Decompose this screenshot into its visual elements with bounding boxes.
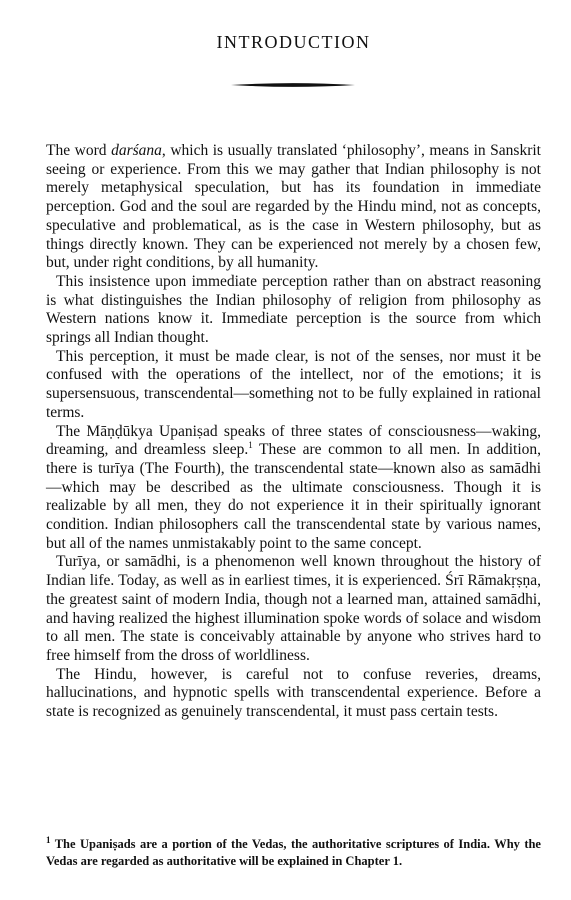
paragraph [46,666,541,722]
paragraph [46,142,541,273]
page-heading: INTRODUCTION [216,32,371,52]
paragraph-text: These are common to all men. In addition, there is turīya (The Fourth), the transcendental state—known also as samādhi—which may be described as the ultimate consciousness. Though it is realizable by all men, they do not experience it in their spiritually ignorant condition. Indian philosophers call the transcendental state by various names, but all of the names unmistakably point to the same concept. [46,441,541,552]
paragraph-text: , which is usually translated ‘philosophy’, means in Sanskrit seeing or experience. From this we may gather that Indian philosophy is not merely metaphysical speculation, but has its foundation in immediate perception. God and the soul are regarded by the Hindu mind, not as concepts, speculative and problematical, as is the case in Western philosophy, but as things directly known. They can be experienced not merely by a chosen few, but, under right conditions, by all humanity. [46,142,541,272]
paragraph-text: This insistence upon immediate perception rather than on abstract reasoning is what distinguishes the Indian philosophy of religion from philosophy as Western nations know it. Immediate perception is the source from which springs all Indian thought. [46,272,541,347]
paragraph-text: This perception, it must be made clear, is not of the senses, nor must it be confused with the operations of the intellect, nor of the emotions; it is supersensuous, transcendental—something not to be fully explained in rational terms. [46,347,541,421]
paragraph [46,348,541,423]
footnote-marker: 1 [46,834,51,845]
paragraph-text: The word [46,142,112,159]
footnote-reference: 1 [248,440,253,451]
paragraph-text: The Māṇḍūkya Upaniṣad speaks of three states of consciousness—waking, dreaming, and dreamless sleep. [46,422,541,459]
paragraph [46,273,541,348]
body-text [46,142,541,722]
italic-term: darśana [111,142,162,159]
paragraph-text: Turīya, or samādhi, is a phenomenon well known throughout the history of Indian life. Today, as well as in earliest times, it is experienced. Śrī Rāmakṛṣṇa, the greatest saint of modern India, though not a learned man, attained samādhi, and having realized the highest illumination spoke words of solace and wisdom to all men. The state is conceivably attainable by anyone who strives hard to free himself from the dross of worldliness. [46,553,541,664]
paragraph [46,423,541,554]
ornament-rule-icon [231,80,355,90]
footnote-text: The Upaniṣads are a portion of the Vedas, the authoritative scriptures of India. Why the Vedas are regarded as authoritative will be explained in Chapter 1. [46,837,541,868]
paragraph [46,553,541,665]
paragraph-text: The Hindu, however, is careful not to confuse reveries, dreams, hallucinations, and hypnotic spells with transcendental experience. Before a state is recognized as genuinely transcendental, it must pass certain tests. [46,665,541,721]
footnote [46,836,541,870]
